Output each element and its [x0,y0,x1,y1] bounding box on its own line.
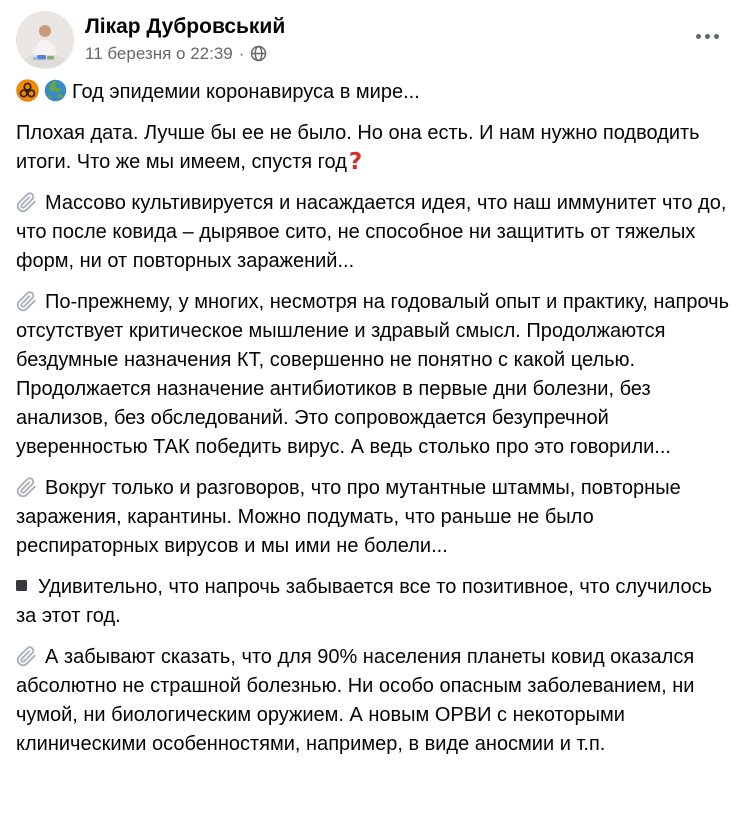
avatar[interactable] [16,11,74,69]
dot [714,34,719,39]
avatar-image [16,11,74,69]
red-question-emoji: ? [348,149,363,175]
paperclip-emoji [16,477,37,498]
paragraph-text: По-прежнему, у многих, несмотря на годовалый опыт и практику, напрочь отсутствует критическое мышление и здравый смысл. Продолжаются бездумные назначения КТ, совершенно не понятно с какой целью. Продолжается назначение антибиотиков в первые дни болезни, без анализов, без обследований. Это сопровождается безупречной уверенностью ТАК победить вирус. А ведь столько про это говорили... [16,291,729,458]
paragraph-text: А забывают сказать, что для 90% населения планеты ковид оказался абсолютно не страшной болезнью. Ни особо опасным заболеванием, ни чумой, ни биологическим оружием. А новым ОРВИ с некоторыми клиническими особенностями, например, в виде аносмии и т.п. [16,646,695,755]
post-paragraph [16,643,729,759]
black-square-emoji [16,580,27,591]
paragraph-text: Год эпидемии коронавируса в мире... [72,81,420,103]
post-paragraph [16,573,729,631]
post-header [0,0,745,75]
paragraph-text: Вокруг только и разговоров, что про мутантные штаммы, повторные заражения, карантины. Можно подумать, что раньше не было респираторных вирусов и мы ими не болели... [16,477,681,557]
dot [705,34,710,39]
paragraph-text: Удивительно, что напрочь забывается все то позитивное, что случилось за этот год. [16,576,713,627]
post-meta[interactable] [85,43,285,64]
dot [696,34,701,39]
paperclip-emoji [16,291,37,312]
post-paragraph [16,288,729,462]
globe-privacy-icon [250,45,267,62]
post-paragraph [16,474,729,561]
meta-separator: · [238,44,245,63]
paragraph-text: Плохая дата. Лучше бы ее не было. Но она есть. И нам нужно подводить итоги. Что же мы имеем, спустя год [16,122,700,173]
globe-asia-emoji [44,79,67,102]
post-paragraph [16,119,729,177]
timestamp[interactable]: 11 березня о 22:39 [85,44,233,63]
paperclip-emoji [16,646,37,667]
post-paragraph [16,78,729,107]
paragraph-text: Массово культивируется и насаждается идея, что наш иммунитет что до, что после ковида – дырявое сито, не способное ни защитить от тяжелых форм, ни от повторных заражений... [16,192,727,272]
paperclip-emoji [16,192,37,213]
author-name[interactable]: Лікар Дубровський [85,15,286,38]
biohazard-emoji [16,79,39,102]
header-info [85,11,285,64]
post-paragraph [16,189,729,276]
post-body [0,75,745,759]
more-options-button[interactable] [690,24,725,49]
